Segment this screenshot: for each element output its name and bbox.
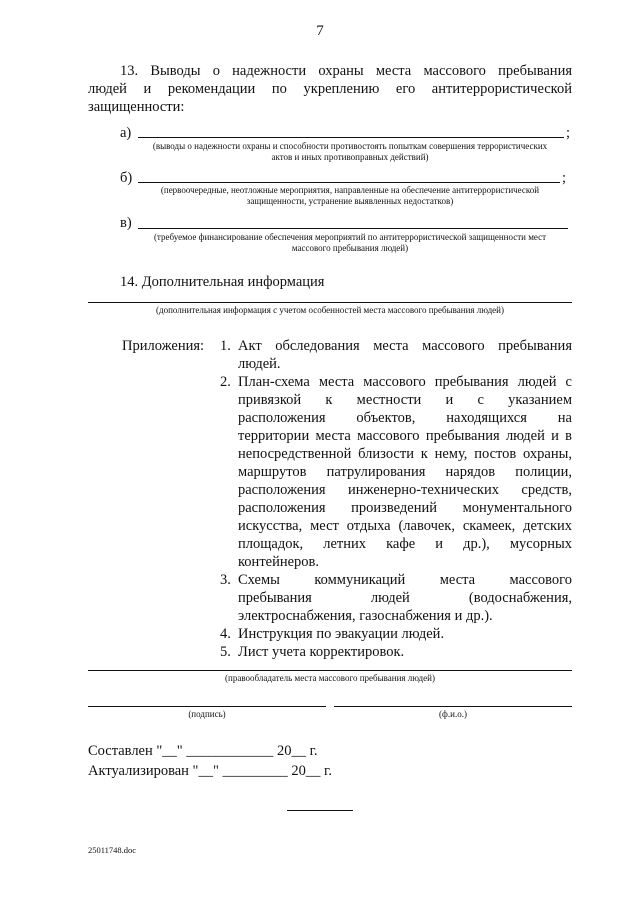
- item-b-end: ;: [562, 170, 567, 186]
- appendix-item-line: пребывания людей (водоснабжения,: [238, 590, 572, 606]
- separator-line: [287, 810, 353, 811]
- item-c-caption-2: массового пребывания людей): [291, 243, 409, 253]
- appendix-item-line: территории места массового пребывания людей и в: [238, 428, 572, 444]
- appendix-item-line: контейнеров.: [238, 554, 320, 570]
- appendix-item-2: [220, 373, 572, 571]
- appendix-item-line: Лист учета корректировок.: [238, 644, 405, 660]
- item-b-marker: б): [120, 170, 133, 186]
- item-b-caption-1: (первоочередные, неотложные мероприятия, направленные на обеспечение антитеррористической: [160, 185, 540, 195]
- appendix-item-line: Инструкция по эвакуации людей.: [238, 626, 445, 642]
- compiled-date-line: Составлен "__" ____________ 20__ г.: [88, 743, 318, 759]
- owner-fill-line[interactable]: [88, 670, 572, 671]
- item-a-caption-1: (выводы о надежности охраны и способности противостоять попыткам совершения террористических: [152, 141, 548, 151]
- full-name-caption: (ф.и.о.): [439, 709, 467, 719]
- section-14-title: 14. Дополнительная информация: [120, 274, 325, 290]
- updated-date-line: Актуализирован "__" _________ 20__ г.: [88, 763, 332, 779]
- section-14-fill-line[interactable]: [88, 302, 572, 303]
- section-13-line-3: защищенности:: [88, 99, 185, 115]
- appendix-item-1: [220, 337, 572, 373]
- item-c-caption-1: (требуемое финансирование обеспечения мероприятий по антитеррористической защищенности мест: [153, 232, 547, 242]
- item-c-marker: в): [120, 215, 132, 231]
- item-c-fill-line[interactable]: [138, 228, 568, 229]
- section-14-caption: (дополнительная информация с учетом особенностей места массового пребывания людей): [156, 305, 504, 315]
- appendix-label: Приложения:: [122, 338, 205, 354]
- appendix-item-number: 5.: [220, 644, 231, 660]
- appendix-item-line: людей.: [238, 356, 281, 372]
- full-name-fill-line[interactable]: [334, 706, 572, 707]
- appendix-item-line: непосредственной близости к нему, постов охраны,: [238, 446, 572, 462]
- signature-caption: (подпись): [188, 709, 226, 719]
- signature-fill-line[interactable]: [88, 706, 326, 707]
- appendix-item-line: маршрутов патрулирования нарядов полиции,: [238, 464, 572, 480]
- appendix-item-3: [220, 571, 572, 625]
- page-number: 7: [316, 23, 324, 39]
- appendix-item-line: Акт обследования места массового пребывания: [238, 338, 572, 354]
- appendix-item-line: Схемы коммуникаций места массового: [238, 572, 572, 588]
- appendix-item-number: 2.: [220, 374, 231, 390]
- appendix-item-line: площадок, летних кафе и др.), мусорных: [238, 536, 572, 552]
- appendix-item-line: искусства, мест отдыха (лавочек, скамеек, детских: [238, 518, 572, 534]
- appendix-item-line: электроснабжения, газоснабжения и др.).: [238, 608, 493, 624]
- item-b-fill-line[interactable]: [138, 182, 560, 183]
- section-13-line-1: 13. Выводы о надежности охраны места массового пребывания: [120, 63, 572, 79]
- appendix-item-4: [220, 625, 572, 643]
- item-a-marker: а): [120, 125, 132, 141]
- item-a-fill-line[interactable]: [138, 137, 564, 138]
- appendix-item-line: расположения объектов, находящихся на: [238, 410, 572, 426]
- appendix-item-line: План-схема места массового пребывания людей с: [238, 374, 572, 390]
- appendix-item-line: привязкой к местности и с указанием: [238, 392, 572, 408]
- item-a-end: ;: [566, 125, 571, 141]
- appendix-item-number: 3.: [220, 572, 231, 588]
- owner-caption: (правообладатель места массового пребывания людей): [225, 673, 435, 683]
- item-b-caption-2: защищенности, устранение выявленных недостатков): [246, 196, 454, 206]
- appendix-item-line: расположения произведений монументального: [238, 500, 572, 516]
- appendix-item-number: 4.: [220, 626, 231, 642]
- footer-filename: 25011748.doc: [88, 845, 137, 855]
- appendix-item-line: расположения инженерно-технических средств,: [238, 482, 572, 498]
- item-a-caption-2: актов и иных противоправных действий): [271, 152, 429, 162]
- appendix-item-number: 1.: [220, 338, 231, 354]
- section-13-line-2: людей и рекомендации по укреплению его антитеррористической: [88, 81, 572, 97]
- appendix-item-5: [220, 643, 572, 661]
